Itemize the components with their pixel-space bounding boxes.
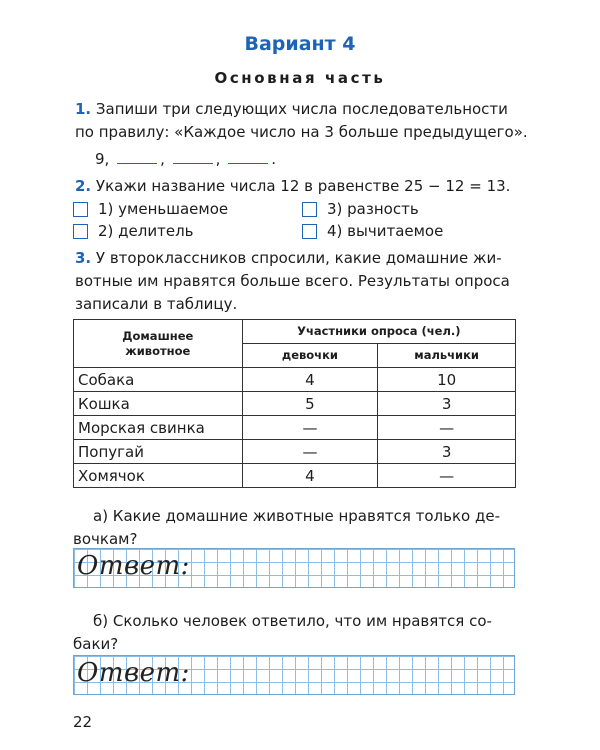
subquestion-a-line2: вочкам? xyxy=(73,530,138,548)
subquestion-a xyxy=(73,505,533,551)
answer-blank-3[interactable] xyxy=(228,149,268,164)
question-3-text-line2: вотные им нравятся больше всего. Результаты опроса xyxy=(75,272,510,290)
row-girls: — xyxy=(242,440,378,464)
question-2-number: 2. xyxy=(75,177,92,195)
sequence-sep-2: , xyxy=(215,150,221,168)
option-2-label: 2) делитель xyxy=(98,222,194,240)
table-row xyxy=(74,392,516,416)
answer-blank-2[interactable] xyxy=(173,149,213,164)
row-animal: Хомячок xyxy=(74,464,243,488)
sequence-end: . xyxy=(271,150,276,168)
answer-label-b: Ответ: xyxy=(77,658,190,688)
question-1-text-line1: Запиши три следующих числа последовательности xyxy=(95,100,508,118)
answer-grid-b[interactable] xyxy=(73,655,515,695)
header-participants: Участники опроса (чел.) xyxy=(242,320,515,344)
header-girls: девочки xyxy=(242,344,378,368)
survey-table xyxy=(73,319,516,488)
checkbox-3[interactable] xyxy=(302,202,317,217)
question-1-line1 xyxy=(75,98,535,121)
checkbox-4[interactable] xyxy=(302,224,317,239)
option-2[interactable] xyxy=(73,222,194,241)
subquestion-b xyxy=(73,610,533,656)
question-3-line1 xyxy=(75,247,535,270)
answer-blank-1[interactable] xyxy=(117,149,157,164)
checkbox-2[interactable] xyxy=(73,224,88,239)
question-3-text-line1: У второклассников спросили, какие домашние жи- xyxy=(95,249,502,267)
header-animal xyxy=(74,320,243,368)
row-boys: 3 xyxy=(378,392,516,416)
option-4[interactable] xyxy=(302,222,443,241)
question-3 xyxy=(75,247,535,316)
row-girls: 5 xyxy=(242,392,378,416)
header-animal-line2: животное xyxy=(125,343,191,358)
table-row xyxy=(74,464,516,488)
row-boys: — xyxy=(378,464,516,488)
question-3-text-line3: записали в таблицу. xyxy=(75,295,238,313)
option-3-label: 3) разность xyxy=(327,200,419,218)
row-boys: 3 xyxy=(378,440,516,464)
subquestion-a-line1: а) Какие домашние животные нравятся только де- xyxy=(93,507,500,525)
header-animal-line1: Домашнее xyxy=(122,328,194,343)
question-2 xyxy=(75,175,535,198)
header-boys: мальчики xyxy=(378,344,516,368)
row-boys: — xyxy=(378,416,516,440)
row-girls: 4 xyxy=(242,464,378,488)
table-row xyxy=(74,416,516,440)
question-2-text: Укажи название числа 12 в равенстве 25 − 12 = 13. xyxy=(95,177,511,195)
page-number: 22 xyxy=(73,713,93,731)
question-3-number: 3. xyxy=(75,249,92,267)
option-4-label: 4) вычитаемое xyxy=(327,222,444,240)
section-subtitle: Основная часть xyxy=(214,69,386,87)
page-title: Вариант 4 xyxy=(244,33,356,55)
row-animal: Кошка xyxy=(74,392,243,416)
question-1 xyxy=(75,98,535,171)
sequence-sep-1: , xyxy=(160,150,165,168)
answer-grid-a[interactable] xyxy=(73,548,515,588)
row-boys: 10 xyxy=(378,368,516,392)
subquestion-b-line1: б) Сколько человек ответило, что им нравятся со- xyxy=(93,612,492,630)
answer-label-a: Ответ: xyxy=(77,551,190,581)
option-1-label: 1) уменьшаемое xyxy=(98,200,229,218)
table-row xyxy=(74,440,516,464)
option-1[interactable] xyxy=(73,200,228,219)
option-3[interactable] xyxy=(302,200,419,219)
sequence-start: 9, xyxy=(95,150,110,168)
question-1-text-line2: по правилу: «Каждое число на 3 больше предыдущего». xyxy=(75,123,528,141)
sequence-row xyxy=(75,148,535,171)
subquestion-b-line2: баки? xyxy=(73,635,119,653)
row-girls: — xyxy=(242,416,378,440)
row-animal: Морская свинка xyxy=(74,416,243,440)
row-girls: 4 xyxy=(242,368,378,392)
row-animal: Попугай xyxy=(74,440,243,464)
row-animal: Собака xyxy=(74,368,243,392)
table-row xyxy=(74,368,516,392)
question-1-number: 1. xyxy=(75,100,92,118)
checkbox-1[interactable] xyxy=(73,202,88,217)
